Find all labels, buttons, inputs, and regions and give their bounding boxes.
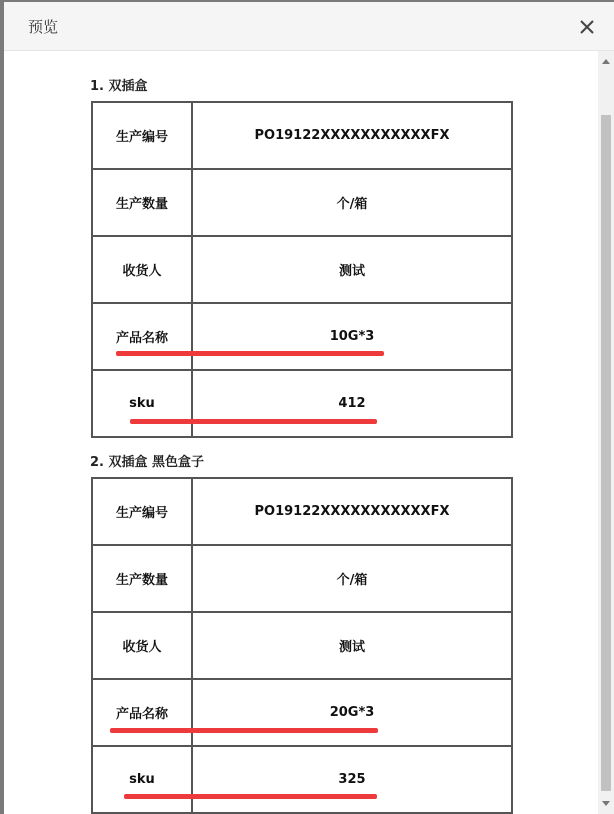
value-cell: PO19122XXXXXXXXXXXFX	[192, 478, 512, 545]
table-row	[92, 746, 512, 813]
close-icon[interactable]	[576, 16, 598, 38]
table-row	[92, 303, 512, 370]
value-cell: 个/箱	[192, 169, 512, 236]
label-cell: 生产数量	[92, 169, 192, 236]
table-row	[92, 102, 512, 169]
item-title: 2. 双插盒 黑色盒子	[90, 455, 205, 470]
highlight-underline	[124, 794, 377, 799]
vertical-scrollbar[interactable]	[598, 51, 614, 814]
highlight-underline	[130, 419, 377, 424]
highlight-underline	[110, 728, 378, 733]
value-cell: 20G*3	[192, 679, 512, 746]
table-row	[92, 478, 512, 545]
value-cell: 测试	[192, 612, 512, 679]
preview-content	[4, 51, 598, 814]
close-icon-graphic	[576, 16, 598, 38]
value-cell: 测试	[192, 236, 512, 303]
table-row	[92, 370, 512, 437]
value-cell: 412	[192, 370, 512, 437]
table-row	[92, 545, 512, 612]
item-info-table	[91, 477, 513, 814]
modal-header	[4, 2, 614, 51]
label-cell: sku	[92, 370, 192, 437]
table-row	[92, 679, 512, 746]
scroll-up-icon[interactable]	[602, 59, 610, 64]
value-cell: 325	[192, 746, 512, 813]
value-cell: PO19122XXXXXXXXXXXFX	[192, 102, 512, 169]
scroll-down-icon[interactable]	[602, 801, 610, 806]
scroll-thumb[interactable]	[601, 115, 611, 791]
label-cell: sku	[92, 746, 192, 813]
item-title: 1. 双插盒	[90, 79, 148, 94]
value-cell: 个/箱	[192, 545, 512, 612]
table-row	[92, 612, 512, 679]
label-cell: 生产数量	[92, 545, 192, 612]
value-cell: 10G*3	[192, 303, 512, 370]
label-cell: 收货人	[92, 612, 192, 679]
item-info-table	[91, 101, 513, 438]
table-row	[92, 236, 512, 303]
label-cell: 产品名称	[92, 303, 192, 370]
label-cell: 产品名称	[92, 679, 192, 746]
preview-modal	[4, 2, 614, 814]
modal-title: 预览	[28, 18, 59, 36]
highlight-underline	[116, 351, 384, 356]
label-cell: 生产编号	[92, 478, 192, 545]
label-cell: 生产编号	[92, 102, 192, 169]
table-row	[92, 169, 512, 236]
label-cell: 收货人	[92, 236, 192, 303]
